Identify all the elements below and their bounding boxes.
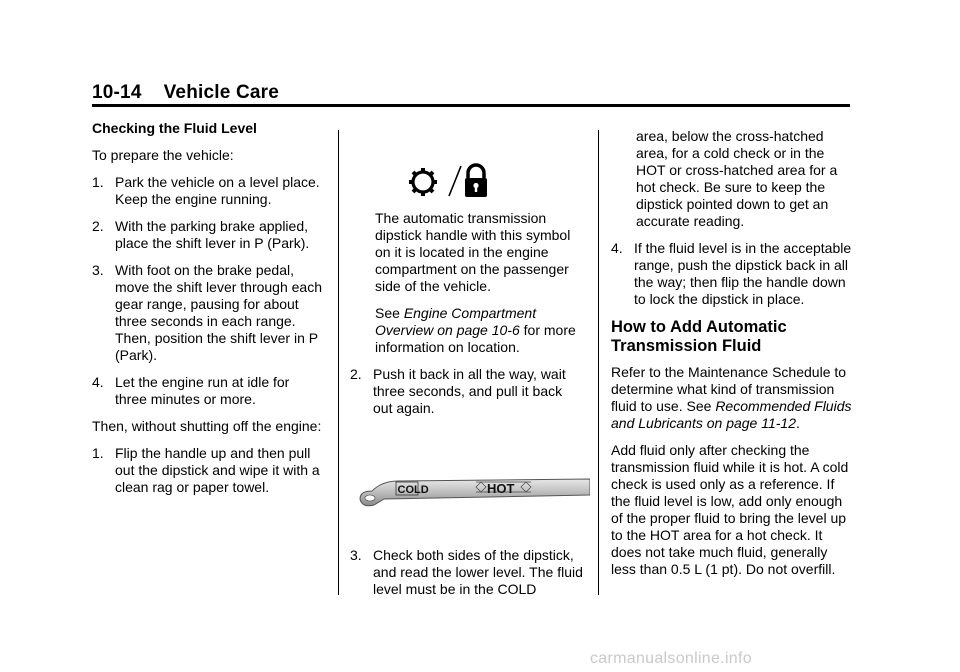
transmission-lock-symbol-icon <box>405 158 495 208</box>
refer-paragraph: Refer to the Maintenance Schedule to determine what kind of transmission fluid to use. See Recommended Fluids and Lubricants on page 11-12. <box>611 364 852 431</box>
column-divider-right <box>598 130 599 595</box>
step3-continued: area, below the cross-hatched area, for a cold check or in the HOT or cross-hatched area for a hot check. Be sure to keep the dipstick pointed down to get an accurate reading. <box>636 128 838 229</box>
watermark: carmanualsonline.info <box>590 650 752 667</box>
column-divider-left <box>338 130 339 595</box>
page-header <box>92 82 850 104</box>
engine-compartment-link[interactable]: Engine Compartment Overview on page 10-6 <box>375 305 537 338</box>
list-item: 2. Push it back in all the way, wait three seconds, and pull it back out again. <box>350 366 566 416</box>
list-item: 4. If the fluid level is in the acceptable range, push the dipstick back in all the way; then flip the handle down to lock the dipstick in place. <box>611 240 852 307</box>
column-1 <box>92 120 324 506</box>
dipstick-hot-label: HOT <box>487 481 515 496</box>
column-3 <box>611 128 856 588</box>
list-item: 4. Let the engine run at idle for three minutes or more. <box>92 374 290 407</box>
symbol-description: The automatic transmission dipstick handle with this symbol on it is located in the engine compartment on the passenger side of the vehicle. <box>375 210 571 294</box>
list-item: 1. Flip the handle up and then pull out the dipstick and wipe it with a clean rag or paper towel. <box>92 445 320 495</box>
dipstick-illustration <box>358 465 590 515</box>
recommended-fluids-link[interactable]: Recommended Fluids and Lubricants on page 11-12 <box>611 398 852 431</box>
symbol-figure <box>350 120 585 210</box>
list-item: 3. With foot on the brake pedal, move the shift lever through each gear range, pausing for about three seconds in each range. Then, position the shift lever in P (Park). <box>92 262 323 363</box>
section-title: Vehicle Care <box>163 82 280 103</box>
section-heading: How to Add Automatic Transmission Fluid <box>611 318 787 355</box>
column-2 <box>350 120 585 608</box>
list-item: 2. With the parking brake applied, place the shift lever in P (Park). <box>92 218 310 251</box>
subsection-title: Checking the Fluid Level <box>92 120 257 136</box>
dipstick-figure <box>350 427 585 547</box>
page-number: 10-14 <box>92 82 142 103</box>
header-rule <box>92 104 850 107</box>
dipstick-cold-label: COLD <box>397 484 429 496</box>
list-item: 3. Check both sides of the dipstick, and read the lower level. The fluid level must be in the COLD <box>350 547 583 597</box>
add-fluid-paragraph: Add fluid only after checking the transmission fluid while it is hot. A cold check is used only as a reference. If the fluid level is low, add only enough of the proper fluid to bring the level up to the HOT area for a hot check. It does not take much fluid, generally less than 0.5 L (1 pt). Do not overfill. <box>611 442 849 577</box>
see-reference: See Engine Compartment Overview on page 10-6 for more information on location. <box>375 305 576 355</box>
then-text: Then, without shutting off the engine: <box>92 418 322 434</box>
list-item: 1. Park the vehicle on a level place. Keep the engine running. <box>92 174 320 207</box>
prep-intro: To prepare the vehicle: <box>92 147 234 163</box>
